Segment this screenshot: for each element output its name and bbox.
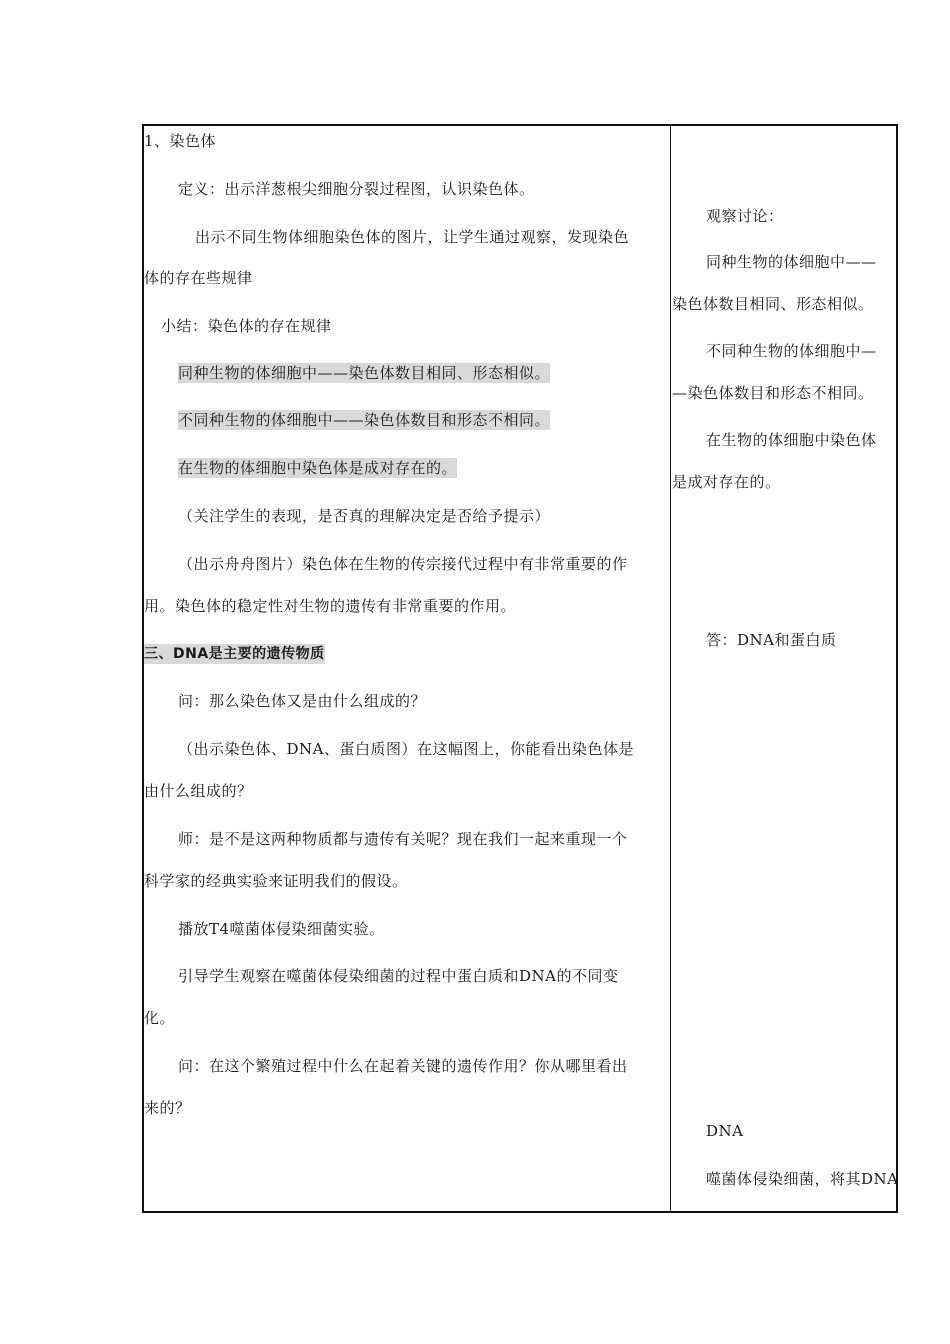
right-rule-3-line-1: 在生物的体细胞中染色体 xyxy=(706,431,877,449)
show-dna-line-2: 由什么组成的？ xyxy=(144,782,253,800)
question-2-line-1: 问：在这个繁殖过程中什么在起着关键的遗传作用？你从哪里看出 xyxy=(178,1057,628,1075)
observe-discuss: 观察讨论： xyxy=(706,207,784,225)
right-rule-1-line-1: 同种生物的体细胞中—— xyxy=(706,253,877,271)
teacher-line-2: 科学家的经典实验来证明我们的假设。 xyxy=(144,872,408,890)
rule-paired: 在生物的体细胞中染色体是成对存在的。 xyxy=(178,459,458,477)
question-1: 问：那么染色体又是由什么组成的？ xyxy=(178,692,427,710)
right-rule-2-line-2: —染色体数目和形态不相同。 xyxy=(672,384,874,402)
show-images-line-2: 体的存在些规律 xyxy=(144,269,253,287)
column-divider xyxy=(670,126,671,1211)
answer-text: 答：DNA和蛋白质 xyxy=(706,631,837,649)
lesson-table xyxy=(142,124,898,1213)
teacher-activity-cell xyxy=(144,126,668,1211)
rule-different-species: 不同种生物的体细胞中——染色体数目和形态不相同。 xyxy=(178,411,551,429)
right-rule-1-line-2: 染色体数目相同、形态相似。 xyxy=(672,295,874,313)
section-3-heading: 三、DNA是主要的遗传物质 xyxy=(144,646,325,662)
teacher-note: （关注学生的表现，是否真的理解决定是否给予提示） xyxy=(178,507,551,525)
dna-text: DNA xyxy=(706,1122,744,1140)
definition-text: 定义：出示洋葱根尖细胞分裂过程图，认识染色体。 xyxy=(178,180,535,198)
rule-same-species: 同种生物的体细胞中——染色体数目相同、形态相似。 xyxy=(178,364,551,382)
boat-line-2: 用。染色体的稳定性对生物的遗传有非常重要的作用。 xyxy=(144,597,517,615)
guide-line-2: 化。 xyxy=(144,1009,176,1027)
boat-line-1: （出示舟舟图片）染色体在生物的传宗接代过程中有非常重要的作 xyxy=(178,555,628,573)
show-images-line-1: 出示不同生物体细胞染色体的图片，让学生通过观察，发现染色 xyxy=(195,228,630,246)
guide-line-1: 引导学生观察在噬菌体侵染细菌的过程中蛋白质和DNA的不同变 xyxy=(178,967,619,985)
phage-text: 噬菌体侵染细菌，将其DNA xyxy=(706,1170,899,1188)
chromosome-heading: 1、染色体 xyxy=(144,132,217,150)
right-rule-2-line-1: 不同种生物的体细胞中— xyxy=(706,342,877,360)
play-experiment: 播放T4噬菌体侵染细菌实验。 xyxy=(178,920,385,938)
show-dna-line-1: （出示染色体、DNA、蛋白质图）在这幅图上，你能看出染色体是 xyxy=(178,740,634,758)
teacher-line-1: 师：是不是这两种物质都与遗传有关呢？现在我们一起来重现一个 xyxy=(178,830,628,848)
question-2-line-2: 来的？ xyxy=(144,1099,191,1117)
right-rule-3-line-2: 是成对存在的。 xyxy=(672,473,781,491)
student-activity-cell xyxy=(672,126,898,1211)
summary-text: 小结：染色体的存在规律 xyxy=(161,317,332,335)
